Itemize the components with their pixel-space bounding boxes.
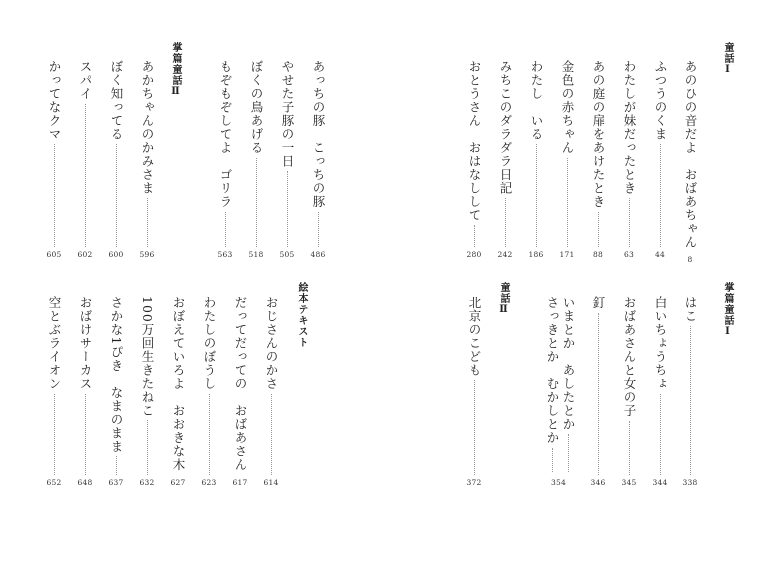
dot-leader — [629, 198, 630, 247]
dot-leader — [567, 158, 568, 247]
dot-leader — [690, 326, 691, 475]
entry-page: 280 — [466, 249, 482, 259]
section-heading: 掌篇童話Ⅰ — [722, 282, 733, 338]
entry-page: 563 — [217, 249, 233, 259]
entry-page: 648 — [77, 477, 93, 487]
dot-leader — [505, 198, 506, 247]
entry-title: やせた子豚の一日 — [280, 60, 295, 168]
toc-entry[interactable] — [622, 296, 636, 486]
toc-entry[interactable] — [140, 296, 154, 486]
entry-page: 486 — [310, 249, 326, 259]
entry-title: おとうさん おはなしして — [467, 60, 482, 222]
toc-entry[interactable] — [560, 60, 574, 258]
dot-leader — [147, 420, 148, 474]
entry-page: 505 — [279, 249, 295, 259]
dot-leader — [116, 144, 117, 247]
entry-page: 614 — [263, 477, 279, 487]
entry-page: 354 — [551, 477, 566, 487]
entry-title: スパイ — [78, 60, 93, 101]
toc-entry[interactable] — [47, 296, 61, 486]
section-heading: 童話Ⅱ — [498, 282, 509, 316]
toc-entry[interactable] — [109, 296, 123, 486]
entry-title: 100万回生きたねこ — [140, 296, 155, 418]
entry-title: わたしが妹だったとき — [622, 60, 637, 195]
dot-leader — [598, 313, 599, 475]
toc-entry[interactable] — [78, 296, 92, 486]
dot-leader — [568, 434, 569, 472]
entry-page: 617 — [232, 477, 248, 487]
dot-leader — [474, 225, 475, 247]
toc-entry[interactable] — [653, 296, 667, 486]
dot-leader — [225, 212, 226, 247]
toc-entry[interactable] — [683, 296, 697, 486]
entry-page: 637 — [108, 477, 124, 487]
dot-leader — [256, 158, 257, 247]
toc-entry[interactable] — [591, 296, 605, 486]
entry-title-line2: さっきとか むかしとか — [545, 296, 560, 445]
entry-page: 346 — [590, 477, 606, 487]
entry-title: だってだっての おばあさん — [233, 296, 248, 472]
entry-title: かってなクマ — [47, 60, 62, 141]
entry-page: 88 — [593, 249, 603, 259]
entry-title: あの庭の扉をあけたとき — [591, 60, 606, 209]
entry-title: はこ — [683, 296, 698, 323]
entry-page: 627 — [170, 477, 186, 487]
entry-page: 652 — [46, 477, 62, 487]
entry-page: 372 — [466, 477, 482, 487]
toc-entry[interactable] — [78, 60, 92, 258]
toc-entry[interactable] — [47, 60, 61, 258]
toc-entry[interactable] — [529, 60, 543, 258]
entry-page: 345 — [621, 477, 637, 487]
toc-entry-two-line[interactable] — [545, 296, 575, 486]
entry-page: 623 — [201, 477, 217, 487]
entry-title: 北京のこども — [467, 296, 482, 377]
toc-entry[interactable] — [264, 296, 278, 486]
entry-title: 金色の赤ちゃん — [560, 60, 575, 155]
entry-page: 344 — [652, 477, 668, 487]
entry-title: わたしのぼうし — [202, 296, 217, 391]
entry-title: ぼくの鳥あげる — [249, 60, 264, 155]
entry-page: 44 — [655, 249, 665, 259]
toc-entry[interactable] — [467, 60, 481, 258]
entry-title: 釘 — [591, 296, 606, 310]
dot-leader — [598, 212, 599, 247]
toc-entry[interactable] — [591, 60, 605, 258]
entry-title: さかな1ぴき なまのまま — [109, 296, 124, 454]
dot-leader — [147, 198, 148, 247]
toc-entry[interactable] — [249, 60, 263, 258]
entry-page: 600 — [108, 249, 124, 259]
dot-leader — [660, 144, 661, 247]
toc-entry[interactable] — [467, 296, 481, 486]
toc-entry[interactable] — [498, 60, 512, 258]
dot-leader — [552, 448, 553, 473]
toc-entry[interactable] — [109, 60, 123, 258]
entry-title: いまとか あしたとか — [561, 296, 576, 431]
entry-title: わたし いる — [529, 60, 544, 141]
dot-leader — [318, 212, 319, 247]
entry-title: 空とぶライオン — [47, 296, 62, 391]
entry-title: あのひの音だよ おばあちゃん — [683, 60, 698, 249]
entry-title: ぼく知ってる — [109, 60, 124, 141]
entry-page: 8 — [687, 255, 693, 264]
entry-page: 632 — [139, 477, 155, 487]
dot-leader — [271, 394, 272, 475]
dot-leader — [536, 144, 537, 247]
toc-entry[interactable] — [140, 60, 154, 258]
entry-page: 63 — [624, 249, 634, 259]
section-heading: 絵本テキスト — [296, 282, 307, 348]
entry-title: おばけサーカス — [78, 296, 93, 391]
toc-entry[interactable] — [171, 296, 185, 486]
entry-title: おじさんのかさ — [264, 296, 279, 391]
entry-page: 186 — [528, 249, 544, 259]
entry-title: おぼえていろよ おおきな木 — [171, 296, 186, 472]
entry-title: あっちの豚 こっちの豚 — [311, 60, 326, 209]
dot-leader — [660, 394, 661, 475]
toc-entry[interactable] — [233, 296, 247, 486]
toc-entry[interactable] — [218, 60, 232, 258]
dot-leader — [54, 394, 55, 475]
dot-leader — [629, 421, 630, 475]
entry-page: 605 — [46, 249, 62, 259]
dot-leader — [209, 394, 210, 475]
entry-page: 518 — [248, 249, 264, 259]
entry-page: 338 — [682, 477, 698, 487]
entry-title: 白いちょうちょ — [653, 296, 668, 391]
toc-entry[interactable] — [653, 60, 667, 258]
entry-page: 242 — [497, 249, 513, 259]
toc-entry[interactable] — [311, 60, 325, 258]
entry-title: もぞもぞしてよ ゴリラ — [218, 60, 233, 209]
entry-page: 602 — [77, 249, 93, 259]
dot-leader — [287, 171, 288, 247]
entry-title: みちこのダラダラ日記 — [498, 60, 513, 195]
dot-leader — [85, 104, 86, 247]
dot-leader — [116, 456, 117, 474]
entry-page: 596 — [139, 249, 155, 259]
entry-title: あかちゃんのかみさま — [140, 60, 155, 195]
toc-entry[interactable] — [202, 296, 216, 486]
section-heading: 掌篇童話Ⅱ — [170, 42, 181, 98]
toc-entry[interactable] — [280, 60, 294, 258]
entry-page: 171 — [559, 249, 575, 259]
toc-entry[interactable] — [622, 60, 636, 258]
toc-entry[interactable] — [683, 60, 698, 264]
entry-title: おばあさんと女の子 — [622, 296, 637, 418]
entry-title: ふつうのくま — [653, 60, 668, 141]
dot-leader — [474, 380, 475, 475]
dot-leader — [85, 394, 86, 475]
section-heading: 童話Ⅰ — [722, 42, 733, 76]
dot-leader — [54, 144, 55, 247]
